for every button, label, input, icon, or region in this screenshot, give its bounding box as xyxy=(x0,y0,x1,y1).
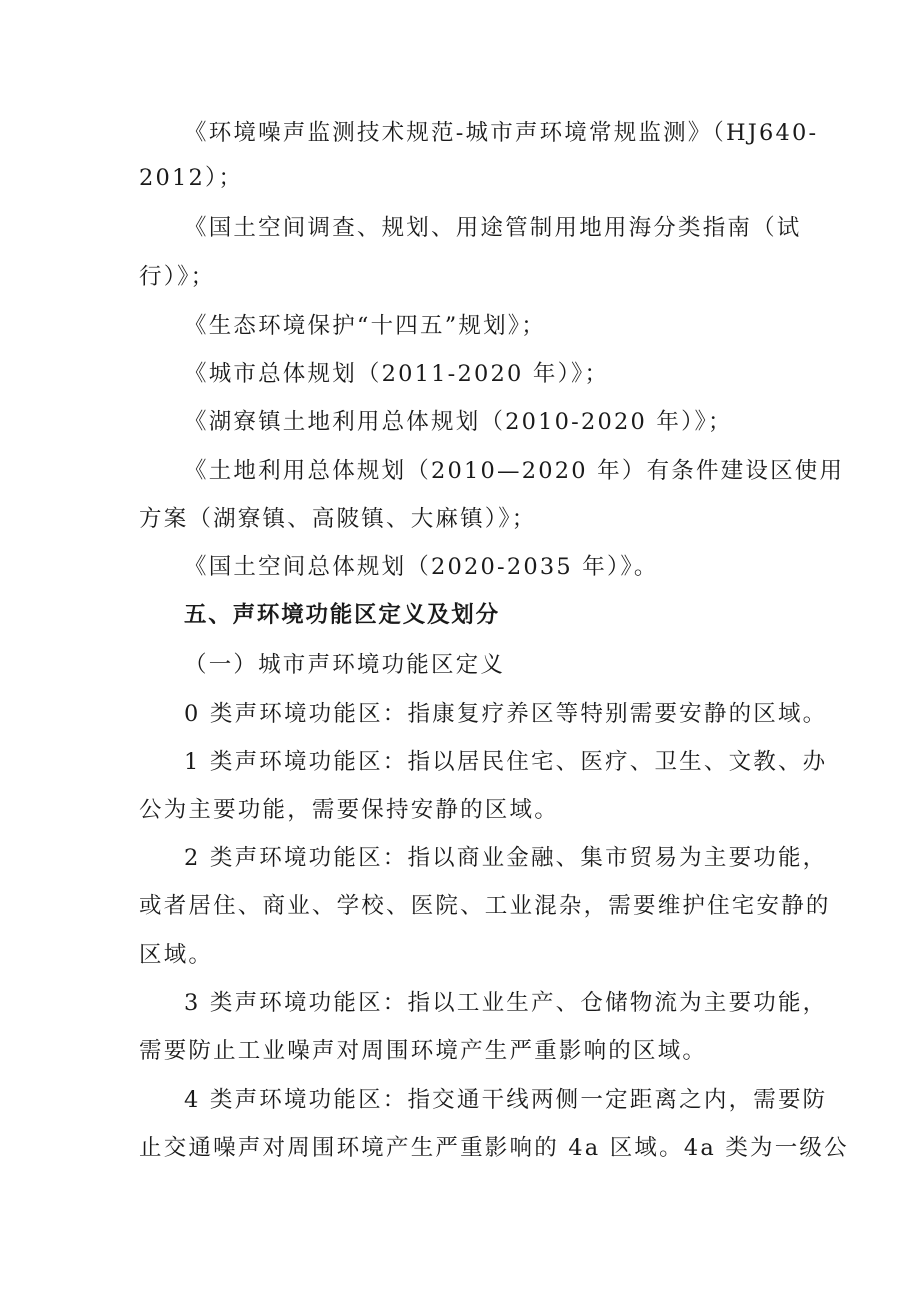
reference-ecological-plan: 《生态环境保护“十四五”规划》； xyxy=(184,313,546,339)
definition-class-0: 0 类声环境功能区：指康复疗养区等特别需要安静的区域。 xyxy=(184,701,828,727)
reference-land-classification-line-2: 行）》； xyxy=(139,264,216,290)
reference-hj640-line-1: 《环境噪声监测技术规范-城市声环境常规监测》（HJ640- xyxy=(184,120,819,146)
definition-class-2-line-2: 或者居住、商业、学校、医院、工业混杂，需要维护住宅安静的 xyxy=(139,893,831,919)
reference-conditional-construction-line-2: 方案（湖寮镇、高陂镇、大麻镇）》； xyxy=(139,506,537,532)
definition-class-1-line-1: 1 类声环境功能区：指以居民住宅、医疗、卫生、文教、办 xyxy=(184,749,828,775)
reference-city-master-plan: 《城市总体规划（2011-2020 年）》； xyxy=(184,361,610,387)
reference-territorial-plan: 《国土空间总体规划（2020-2035 年）》。 xyxy=(184,554,659,580)
definition-class-3-line-1: 3 类声环境功能区：指以工业生产、仓储物流为主要功能， xyxy=(184,990,828,1016)
definition-class-1-line-2: 公为主要功能，需要保持安静的区域。 xyxy=(139,797,559,823)
reference-land-classification-line-1: 《国土空间调查、规划、用途管制用地用海分类指南（试 xyxy=(184,215,802,241)
section-heading: 五、声环境功能区定义及划分 xyxy=(184,602,500,628)
definition-class-4-line-1: 4 类声环境功能区：指交通干线两侧一定距离之内，需要防 xyxy=(184,1087,828,1113)
definition-class-3-line-2: 需要防止工业噪声对周围环境产生严重影响的区域。 xyxy=(139,1038,708,1064)
definition-class-2-line-1: 2 类声环境功能区：指以商业金融、集市贸易为主要功能， xyxy=(184,845,828,871)
reference-hj640-line-2: 2012）； xyxy=(139,165,244,191)
section-subheading: （一）城市声环境功能区定义 xyxy=(184,652,506,678)
definition-class-2-line-3: 区域。 xyxy=(139,942,214,968)
reference-conditional-construction-line-1: 《土地利用总体规划（2010—2020 年）有条件建设区使用 xyxy=(184,458,845,484)
definition-class-4-line-2: 止交通噪声对周围环境产生严重影响的 4a 区域。4a 类为一级公 xyxy=(139,1135,849,1161)
reference-huliao-land-plan: 《湖寮镇土地利用总体规划（2010-2020 年）》； xyxy=(184,409,733,435)
